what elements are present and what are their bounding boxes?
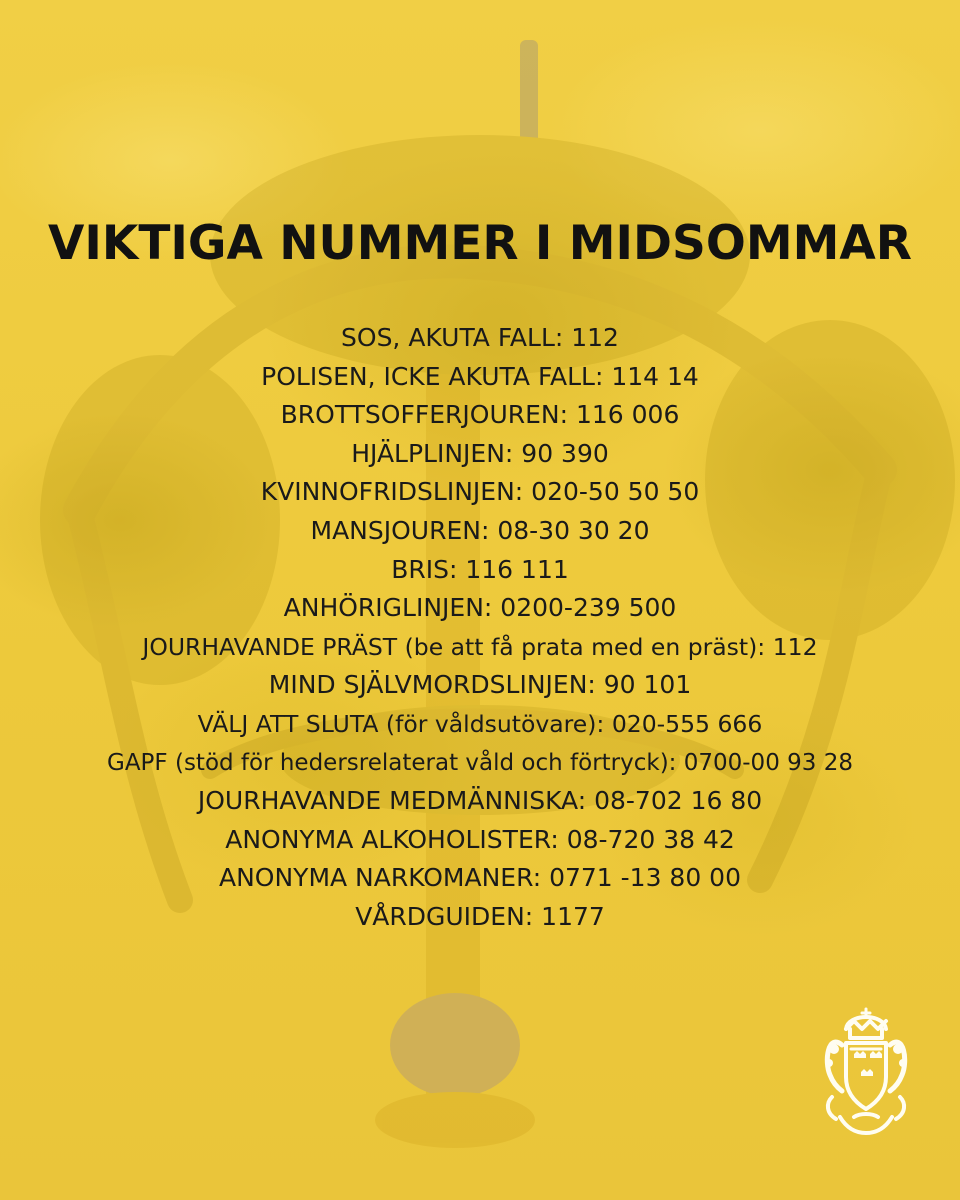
list-item: MANSJOUREN: 08-30 30 20 [310,515,650,545]
list-item: JOURHAVANDE MEDMÄNNISKA: 08-702 16 80 [197,786,763,816]
list-item: MIND SJÄLVMORDSLINJEN: 90 101 [268,670,692,700]
list-item: BRIS: 116 111 [391,554,569,584]
police-emblem-icon [812,1005,920,1139]
list-item: SOS, AKUTA FALL: 112 [341,323,619,352]
list-item: BROTTSOFFERJOUREN: 116 006 [280,400,680,430]
list-item: HJÄLPLINJEN: 90 390 [351,438,609,468]
list-item: ANHÖRIGLINJEN: 0200-239 500 [283,593,677,623]
list-item: GAPF (stöd för hedersrelaterat våld och förtryck): 0700-00 93 28 [107,749,853,776]
list-item: JOURHAVANDE PRÄST (be att få prata med en präst): 112 [142,632,818,661]
list-item: KVINNOFRIDSLINJEN: 020-50 50 50 [260,477,700,507]
list-item: VÄLJ ATT SLUTA (för våldsutövare): 020-555 666 [197,709,763,738]
important-numbers-list [0,319,960,937]
page-title: VIKTIGA NUMMER I MIDSOMMAR [48,216,912,271]
list-item: VÅRDGUIDEN: 1177 [355,901,605,931]
list-item: ANONYMA ALKOHOLISTER: 08-720 38 42 [225,824,735,854]
list-item: POLISEN, ICKE AKUTA FALL: 114 14 [261,361,699,391]
list-item: ANONYMA NARKOMANER: 0771 -13 80 00 [218,863,741,893]
